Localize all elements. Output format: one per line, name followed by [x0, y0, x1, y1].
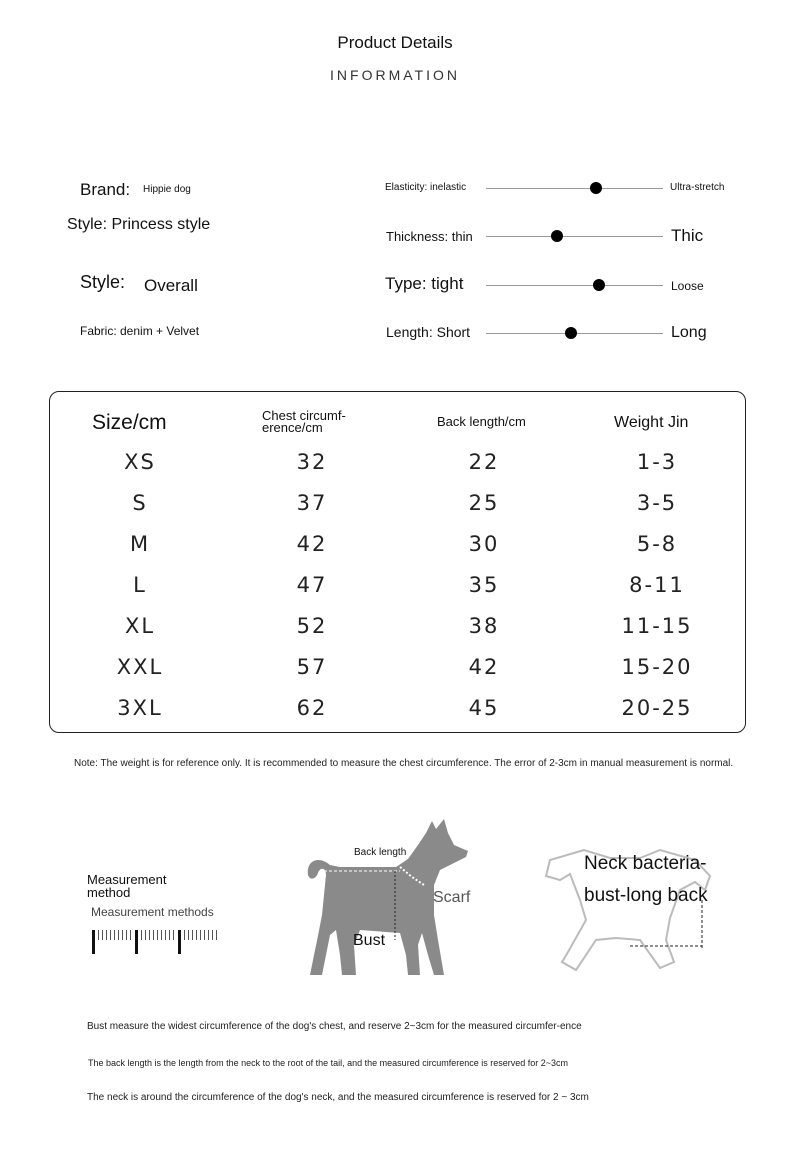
- style-princess: Style: Princess style: [67, 216, 211, 233]
- table-cell: 37: [296, 491, 328, 515]
- header-chest-line1: Chest circumf-: [262, 408, 346, 423]
- brand-label: Brand:: [80, 180, 131, 199]
- page-subtitle: INFORMATION: [330, 67, 460, 83]
- ruler-minor-tick: [157, 930, 158, 940]
- style-label: Style:: [80, 272, 126, 292]
- table-cell: XL: [124, 614, 156, 638]
- weight-note: Note: The weight is for reference only. It is recommended to measure the chest circumference. The error of 2-3cm in manual measurement is normal.: [74, 758, 734, 769]
- instruction-bust: Bust measure the widest circumference of the dog's chest, and reserve 2~3cm for the measured circumfer-ence: [87, 1021, 582, 1032]
- dog-scarf-label: Scarf: [433, 889, 471, 906]
- table-cell: 62: [296, 696, 328, 720]
- table-cell: M: [129, 532, 151, 556]
- table-cell: 15-20: [621, 655, 693, 679]
- table-cell: 42: [468, 655, 500, 679]
- table-cell: 1-3: [636, 450, 678, 474]
- table-cell: 42: [296, 532, 328, 556]
- measurement-title-line2: method: [87, 885, 131, 900]
- slider-type-track: [486, 285, 663, 286]
- table-cell: S: [132, 491, 148, 515]
- measurement-title-line1: Measurement: [87, 872, 167, 887]
- table-cell: 45: [468, 696, 500, 720]
- table-cell: 57: [296, 655, 328, 679]
- ruler-minor-tick: [165, 930, 166, 940]
- ruler-major-tick: [92, 930, 95, 954]
- table-cell: 25: [468, 491, 500, 515]
- ruler-major-tick: [135, 930, 138, 954]
- ruler-minor-tick: [196, 930, 197, 940]
- ruler-minor-tick: [106, 930, 107, 940]
- ruler-minor-tick: [98, 930, 99, 940]
- table-cell: 20-25: [621, 696, 693, 720]
- ruler-minor-tick: [184, 930, 185, 940]
- ruler-minor-tick: [149, 930, 150, 940]
- table-cell: 30: [468, 532, 500, 556]
- table-cell: 52: [296, 614, 328, 638]
- page-title: Product Details: [337, 33, 453, 52]
- table-cell: 11-15: [621, 614, 693, 638]
- measurement-subtitle: Measurement methods: [91, 905, 214, 919]
- slider-elasticity-knob: [590, 182, 602, 194]
- ruler-minor-tick: [114, 930, 115, 940]
- fabric-label: Fabric: denim + Velvet: [80, 324, 200, 338]
- table-cell: 3XL: [117, 696, 163, 720]
- table-cell: 35: [468, 573, 500, 597]
- header-chest: [262, 410, 346, 434]
- ruler-minor-tick: [216, 930, 217, 940]
- header-size: Size/cm: [92, 411, 167, 434]
- dog-bust-label: Bust: [353, 932, 386, 949]
- ruler-major-tick: [178, 930, 181, 954]
- ruler-minor-tick: [161, 930, 162, 940]
- header-weight: Weight Jin: [614, 414, 689, 431]
- ruler-minor-tick: [130, 930, 131, 940]
- header-back-length: Back length/cm: [437, 414, 526, 429]
- table-cell: 47: [296, 573, 328, 597]
- table-cell: 5-8: [636, 532, 678, 556]
- dog-back-length-label: Back length: [354, 847, 407, 858]
- ruler-minor-tick: [118, 930, 119, 940]
- ruler-minor-tick: [153, 930, 154, 940]
- table-cell: 8-11: [629, 573, 685, 597]
- ruler-minor-tick: [208, 930, 209, 940]
- table-cell: 32: [296, 450, 328, 474]
- style-value: Overall: [144, 276, 198, 295]
- ruler-minor-tick: [204, 930, 205, 940]
- instruction-neck: The neck is around the circumference of the dog's neck, and the measured circumference is reserved for 2 ~ 3cm: [87, 1092, 589, 1103]
- garment-label: [584, 848, 708, 912]
- slider-thickness-track: [486, 236, 663, 237]
- table-cell: XS: [124, 450, 156, 474]
- slider-thickness-knob: [551, 230, 563, 242]
- table-cell: 38: [468, 614, 500, 638]
- garment-label-line1: Neck bacteria-: [584, 853, 707, 874]
- ruler-minor-tick: [145, 930, 146, 940]
- ruler-minor-tick: [188, 930, 189, 940]
- table-cell: XXL: [116, 655, 164, 679]
- garment-label-line2: bust-long back: [584, 885, 708, 906]
- ruler-minor-tick: [110, 930, 111, 940]
- ruler-minor-tick: [173, 930, 174, 940]
- slider-length-left-label: Length: Short: [386, 324, 471, 340]
- slider-elasticity-track: [486, 188, 663, 189]
- slider-thickness-left-label: Thickness: thin: [386, 229, 473, 244]
- ruler-minor-tick: [192, 930, 193, 940]
- slider-elasticity-left-label: Elasticity: inelastic: [385, 182, 467, 193]
- slider-type-left-label: Type: tight: [385, 274, 464, 293]
- ruler-minor-tick: [102, 930, 103, 940]
- header-chest-line2: erence/cm: [262, 420, 323, 435]
- ruler-minor-tick: [126, 930, 127, 940]
- slider-type-knob: [593, 279, 605, 291]
- slider-thickness-right-label: Thic: [671, 226, 704, 245]
- slider-elasticity-right-label: Ultra-stretch: [670, 182, 725, 193]
- brand-value: Hippie dog: [143, 184, 191, 195]
- slider-length-knob: [565, 327, 577, 339]
- table-cell: 3-5: [636, 491, 678, 515]
- ruler-minor-tick: [169, 930, 170, 940]
- slider-length-right-label: Long: [671, 324, 707, 341]
- ruler-minor-tick: [141, 930, 142, 940]
- ruler-minor-tick: [200, 930, 201, 940]
- measurement-title: [87, 873, 166, 899]
- size-table: [49, 391, 746, 733]
- ruler-icon: [90, 927, 225, 955]
- slider-type-right-label: Loose: [671, 279, 704, 293]
- table-cell: L: [133, 573, 147, 597]
- ruler-minor-tick: [122, 930, 123, 940]
- ruler-minor-tick: [212, 930, 213, 940]
- table-cell: 22: [468, 450, 500, 474]
- instruction-back-length: The back length is the length from the neck to the root of the tail, and the measured circumference is reserved for 2~3cm: [88, 1058, 569, 1068]
